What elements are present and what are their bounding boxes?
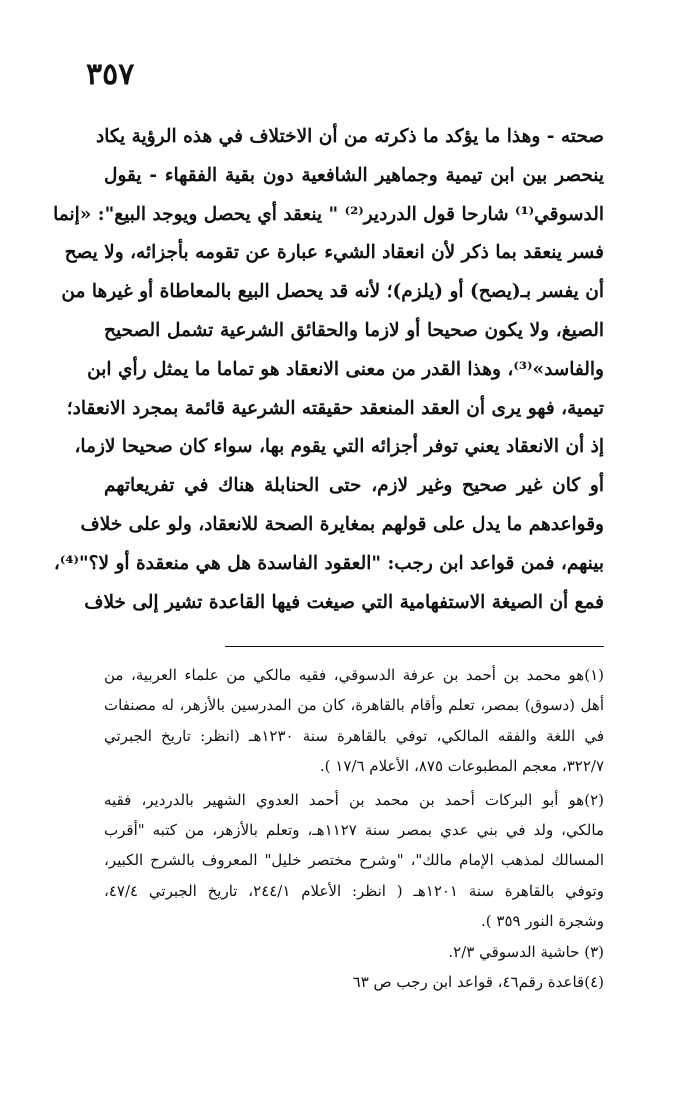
footnotes bbox=[104, 660, 604, 997]
footnote-line: في اللغة والفقه المالكي، توفي بالقاهرة سنة ١٢٣٠هـ (انظر: تاريخ الجبرتي bbox=[104, 726, 604, 745]
body-line: الدسوقي⁽¹⁾ شارحا قول الدردير⁽²⁾ " ينعقد أي يحصل ويوجد البيع": «إنما bbox=[53, 203, 604, 225]
footnote-line: أهل (دسوق) بمصر، تعلم وأقام بالقاهرة، كان من المدرسين بالأزهر، له مصنفات bbox=[104, 696, 604, 715]
body-line: صحته - وهذا ما يؤكد ما ذكرته من أن الاختلاف في هذه الرؤية يكاد bbox=[95, 126, 604, 147]
footnote-4 bbox=[104, 967, 604, 997]
footnote-line: المسالك لمذهب الإمام مالك"، "وشرح مختصر خليل" المعروف بالشرح الكبير، bbox=[104, 851, 604, 870]
body-line: إذ أن الانعقاد يعني توفر أجزائه التي يقوم بها، سواء كان صحيحا لازما، bbox=[74, 436, 604, 458]
footnote-2 bbox=[104, 785, 604, 937]
footnote-3 bbox=[104, 937, 604, 967]
body-line: أن يفسر بـ(يصح) أو (يلزم)؛ لأنه قد يحصل البيع بالمعاطاة أو غيرها من bbox=[61, 281, 604, 303]
footnote-line: وشجرة النور ٣٥٩ ). bbox=[481, 912, 604, 931]
footnote-line: (١)هو محمد بن أحمد بن عرفة الدسوقي، فقيه مالكي من علماء العربية، من bbox=[104, 666, 604, 684]
footnote-line: مالكي، ولد في بني عدي بمصر سنة ١١٢٧هـ، وتعلم بالأزهر، من كتبه "أقرب bbox=[104, 820, 604, 839]
body-line: بينهم، فمن قواعد ابن رجب: "العقود الفاسدة هل هي منعقدة أو لا؟"⁽⁴⁾، bbox=[53, 552, 604, 574]
page-number: ٣٥٧ bbox=[86, 57, 135, 92]
body-line: تيمية، فهو يرى أن العقد المنعقد حقيقته الشرعية قائمة بمجرد الانعقاد؛ bbox=[66, 397, 604, 419]
footnote-1 bbox=[104, 660, 604, 782]
body-line: الصيغ، ولا يكون صحيحا أو لازما والحقائق الشرعية تشمل الصحيح bbox=[104, 319, 604, 341]
footnote-line: ٣٢٢/٧، معجم المطبوعات ٨٧٥، الأعلام ١٧/٦ ). bbox=[319, 757, 604, 776]
footnote-line: (٢)هو أبو البركات أحمد بن محمد بن أحمد العدوي الشهير بالدردير، فقيه bbox=[104, 790, 604, 809]
footnote-line: (٤)قاعدة رقم٤٦، قواعد ابن رجب ص ٦٣ bbox=[352, 972, 604, 991]
footnote-separator bbox=[225, 646, 604, 647]
body-line: أو كان غير صحيح وغير لازم، حتى الحنابلة هناك في تفريعاتهم bbox=[104, 475, 604, 497]
body-line: ينحصر بين ابن تيمية وجماهير الشافعية دون بقية الفقهاء - يقول bbox=[104, 164, 604, 186]
body-line: وقواعدهم ما يدل على قولهم بمغايرة الصحة للانعقاد، ولو على خلاف bbox=[80, 513, 604, 535]
body-line: فمع أن الصيغة الاستفهامية التي صيغت فيها القاعدة تشير إلى خلاف bbox=[84, 591, 604, 613]
body-line: والفاسد»⁽³⁾، وهذا القدر من معنى الانعقاد هو تماما ما يمثل رأي ابن bbox=[87, 358, 604, 380]
footnote-line: (٣) حاشية الدسوقي ٢/٣. bbox=[448, 942, 604, 961]
main-text bbox=[53, 118, 604, 622]
footnote-line: وتوفي بالقاهرة سنة ١٢٠١هـ ( انظر: الأعلام ٢٤٤/١، تاريخ الجبرتي ٤٧/٤، bbox=[104, 881, 604, 900]
body-line: فسر ينعقد بما ذكر لأن انعقاد الشيء عبارة عن تقومه بأجزائه، ولا يصح bbox=[64, 242, 604, 264]
